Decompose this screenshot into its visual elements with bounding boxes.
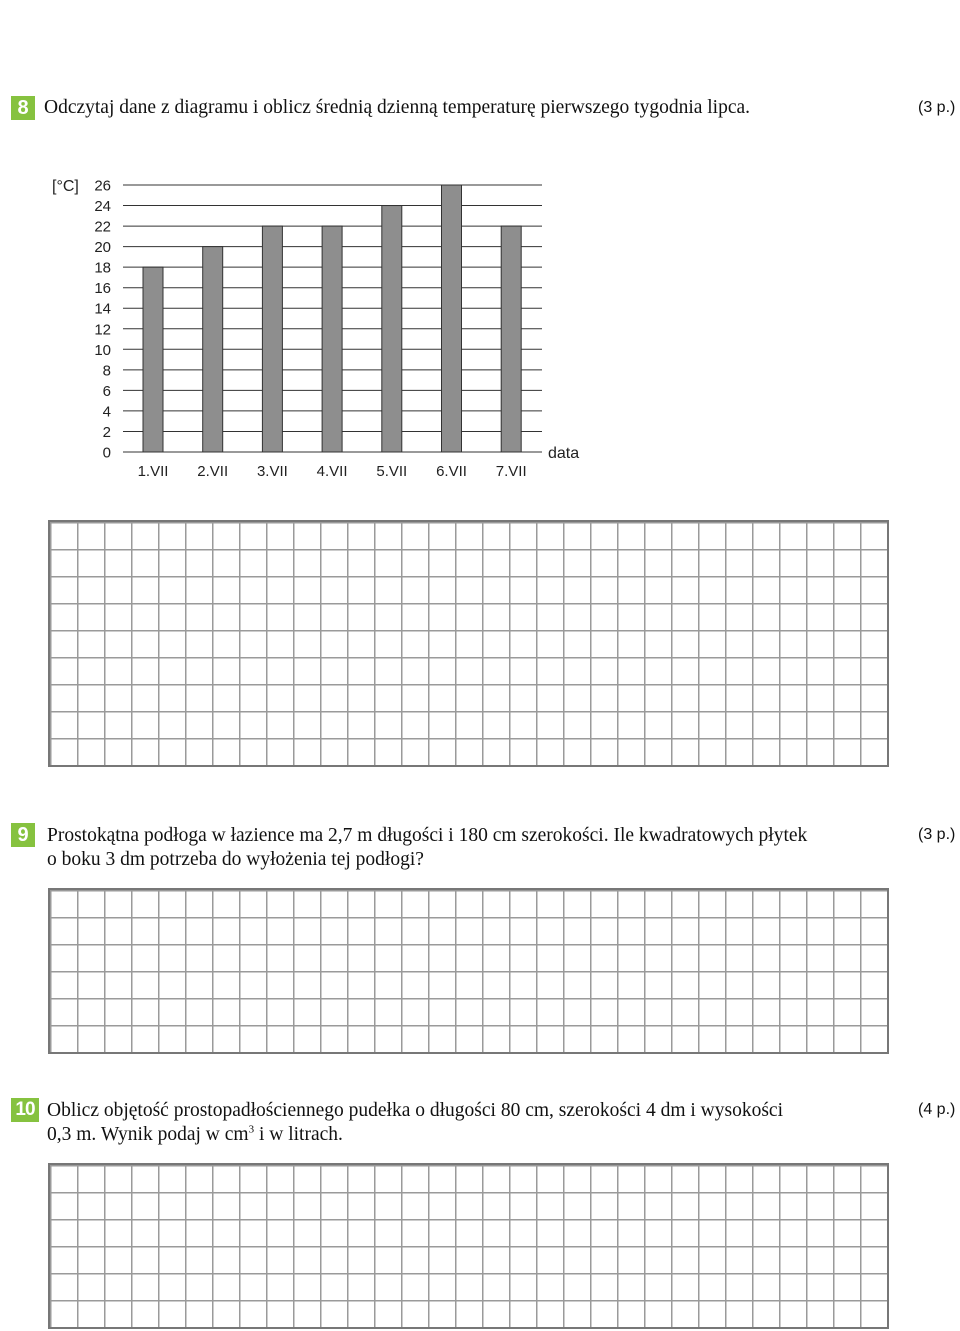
y-tick-label: 6 [102, 382, 111, 400]
y-tick-label: 8 [102, 362, 111, 380]
task-9-number-badge: 9 [11, 823, 35, 847]
y-tick-label: 14 [94, 300, 111, 318]
y-tick-label: 26 [94, 177, 111, 195]
chart-x-axis-label: data [548, 445, 580, 462]
bar-7.VII [501, 226, 521, 452]
page-header-strip [0, 0, 140, 14]
task-10-number-badge: 10 [11, 1098, 39, 1122]
chart-y-axis-label: [°C] [52, 178, 79, 195]
x-tick-label: 4.VII [316, 463, 348, 480]
task-8-text: Odczytaj dane z diagramu i oblicz średnią dzienną temperaturę pierwszego tygodnia lipca. [44, 97, 751, 118]
y-tick-label: 12 [94, 321, 111, 339]
x-tick-label: 3.VII [256, 463, 288, 480]
task-10-line-2-start: 0,3 m. Wynik podaj w cm [47, 1124, 249, 1145]
task-10-line-1: Oblicz objętość prostopadłościennego pudełka o długości 80 cm, szerokości 4 dm i wysokości [47, 1100, 783, 1121]
task-10-line-2 [47, 1123, 343, 1147]
y-tick-label: 10 [94, 341, 111, 359]
task-8-answer-grid[interactable] [48, 520, 889, 767]
x-tick-label: 2.VII [197, 463, 229, 480]
y-tick-label: 22 [94, 218, 111, 236]
chart-y-tick-labels [94, 178, 111, 462]
y-tick-label: 2 [102, 423, 111, 441]
bar-2.VII [203, 247, 223, 452]
task-9-line-1: Prostokątna podłoga w łazience ma 2,7 m długości i 180 cm szerokości. Ile kwadratowych płytek [47, 825, 808, 846]
task-10-exponent: 3 [248, 1123, 255, 1136]
bar-6.VII [442, 185, 462, 452]
y-tick-label: 4 [102, 403, 111, 421]
chart-bars [143, 185, 521, 452]
y-tick-label: 16 [94, 280, 111, 298]
bar-3.VII [262, 226, 282, 452]
y-tick-label: 0 [102, 444, 111, 462]
task-9-answer-grid[interactable] [48, 888, 889, 1054]
y-tick-label: 20 [94, 239, 111, 257]
temperature-bar-chart [40, 168, 600, 488]
task-10-line-2-end: i w litrach. [254, 1124, 343, 1145]
y-tick-label: 24 [94, 198, 111, 216]
task-9-line-2: o boku 3 dm potrzeba do wyłożenia tej podłogi? [47, 849, 424, 870]
x-tick-label: 6.VII [436, 463, 467, 480]
chart-x-tick-labels [138, 463, 527, 480]
bar-5.VII [382, 206, 402, 452]
x-tick-label: 1.VII [137, 463, 169, 480]
task-10-points: (4 p.) [918, 1101, 956, 1118]
task-8-number-badge: 8 [11, 96, 35, 120]
x-tick-label: 5.VII [376, 463, 408, 480]
bar-4.VII [322, 226, 342, 452]
task-10-answer-grid[interactable] [48, 1163, 889, 1329]
y-tick-label: 18 [94, 259, 111, 277]
task-9-points: (3 p.) [918, 826, 956, 843]
x-tick-label: 7.VII [495, 463, 527, 480]
bar-1.VII [143, 267, 163, 452]
task-8-points: (3 p.) [918, 99, 956, 116]
